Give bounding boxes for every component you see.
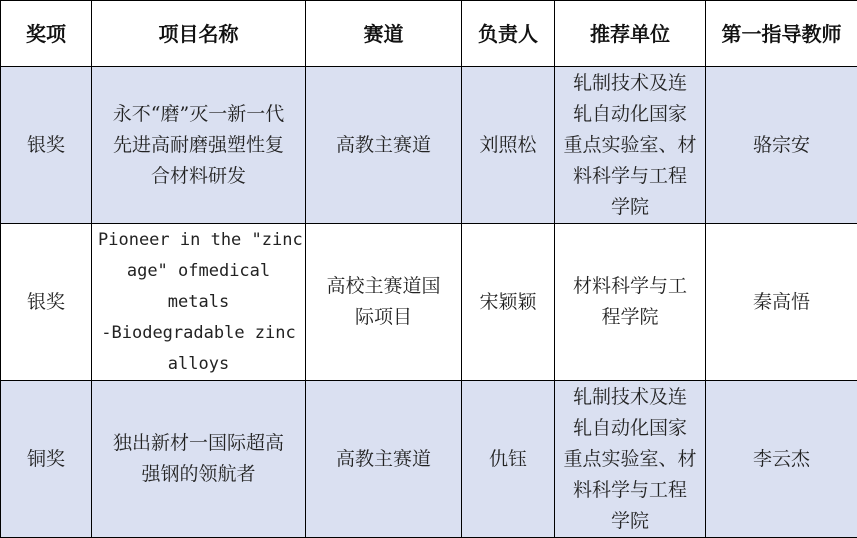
project-name-cell	[92, 381, 306, 538]
table-row	[1, 381, 857, 538]
advisor-cell: 李云杰	[706, 381, 857, 538]
track-line: 高校主赛道国	[312, 271, 455, 302]
project-name-line: age" ofmedical	[98, 256, 299, 287]
unit-line: 轧自动化国家	[561, 413, 699, 444]
project-name-line: -Biodegradable zinc	[98, 318, 299, 349]
project-name-line: Pioneer in the "zinc	[98, 225, 299, 256]
unit-line: 学院	[561, 506, 699, 537]
track-cell	[306, 224, 462, 381]
project-name-line: metals	[98, 287, 299, 318]
advisor-cell: 骆宗安	[706, 67, 857, 224]
track-cell	[306, 67, 462, 224]
unit-line: 料科学与工程	[561, 475, 699, 506]
unit-cell	[555, 67, 706, 224]
project-name-line: 独出新材一国际超高	[98, 428, 299, 459]
header-leader: 负责人	[462, 1, 555, 67]
header-row	[1, 1, 857, 67]
project-name-line: 合材料研发	[98, 161, 299, 192]
header-project-name: 项目名称	[92, 1, 306, 67]
award-cell: 银奖	[1, 224, 92, 381]
project-name-cell	[92, 224, 306, 381]
table-row	[1, 224, 857, 381]
track-line: 高教主赛道	[312, 444, 455, 475]
table-row	[1, 67, 857, 224]
unit-line: 料科学与工程	[561, 161, 699, 192]
unit-cell	[555, 224, 706, 381]
award-cell: 银奖	[1, 67, 92, 224]
unit-line: 材料科学与工	[561, 271, 699, 302]
unit-line: 轧制技术及连	[561, 68, 699, 99]
unit-line: 轧自动化国家	[561, 99, 699, 130]
header-recommending-unit: 推荐单位	[555, 1, 706, 67]
track-cell	[306, 381, 462, 538]
header-track: 赛道	[306, 1, 462, 67]
leader-cell: 宋颖颖	[462, 224, 555, 381]
unit-cell	[555, 381, 706, 538]
unit-line: 重点实验室、材	[561, 130, 699, 161]
project-name-line: alloys	[98, 349, 299, 380]
unit-line: 程学院	[561, 302, 699, 333]
unit-line: 学院	[561, 192, 699, 223]
header-award: 奖项	[1, 1, 92, 67]
project-name-cell	[92, 67, 306, 224]
leader-cell: 刘照松	[462, 67, 555, 224]
project-name-line: 强钢的领航者	[98, 459, 299, 490]
advisor-cell: 秦高悟	[706, 224, 857, 381]
track-line: 际项目	[312, 302, 455, 333]
project-name-line: 先进高耐磨强塑性复	[98, 130, 299, 161]
unit-line: 轧制技术及连	[561, 382, 699, 413]
track-line: 高教主赛道	[312, 130, 455, 161]
leader-cell: 仇钰	[462, 381, 555, 538]
project-name-line: 永不“磨”灭一新一代	[98, 99, 299, 130]
header-first-advisor: 第一指导教师	[706, 1, 857, 67]
unit-line: 重点实验室、材	[561, 444, 699, 475]
award-cell: 铜奖	[1, 381, 92, 538]
